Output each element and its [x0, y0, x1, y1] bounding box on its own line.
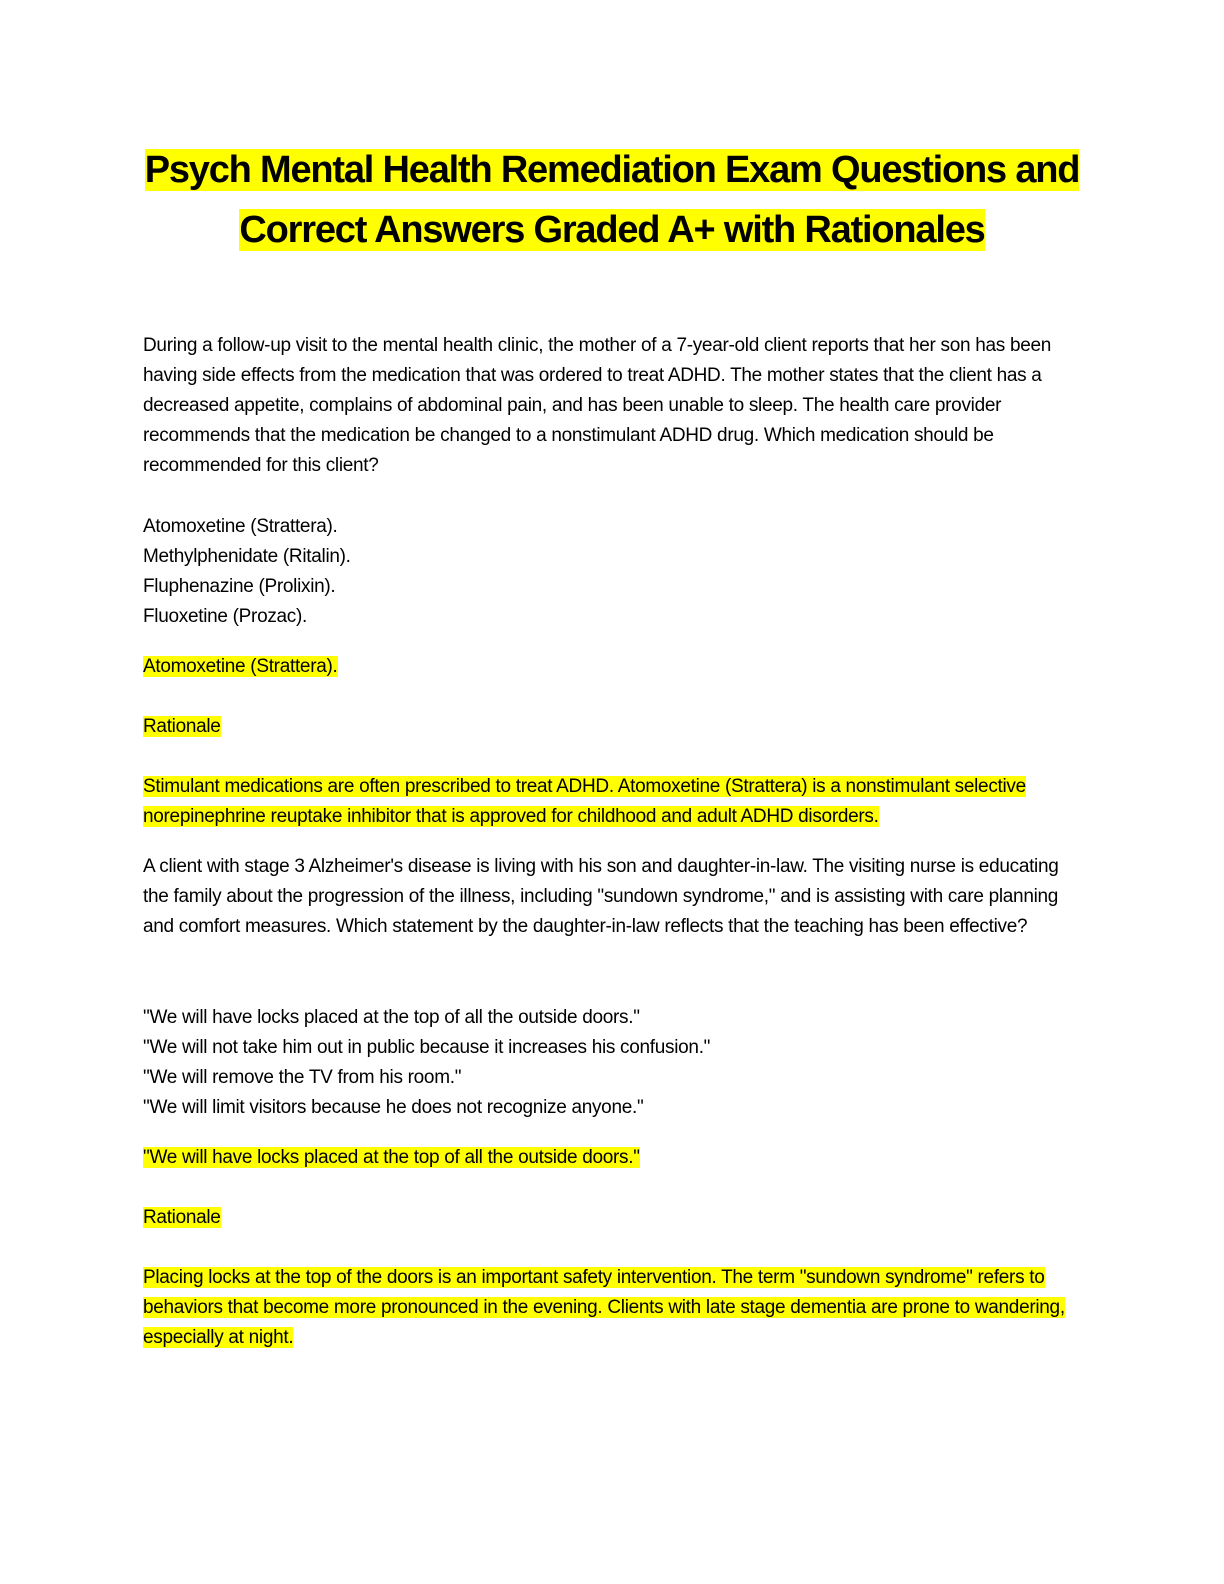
question-2-rationale: [143, 1263, 1083, 1353]
question-2-answer: [143, 1143, 1083, 1173]
question-1-prompt: During a follow-up visit to the mental health clinic, the mother of a 7-year-old client reports that her son has been having side effects from the medication that was ordered to treat ADHD. The mother states that the client has a decreased appetite, complains of abdominal pain, and has been unable to sleep. The health care provider recommends that the medication be changed to a nonstimulant ADHD drug. Which medication should be recommended for this client?: [143, 335, 1052, 476]
document-title: [120, 140, 1104, 260]
question-1-option-d: Fluoxetine (Prozac).: [143, 606, 308, 627]
question-2-option-b: "We will not take him out in public because it increases his confusion.": [143, 1037, 711, 1058]
question-1-options: [143, 512, 1083, 632]
question-2-prompt: A client with stage 3 Alzheimer's disease is living with his son and daughter-in-law. The visiting nurse is educating the family about the progression of the illness, including "sundown syndrome," and is assisting with care planning and comfort measures. Which statement by the daughter-in-law reflects that the teaching has been effective?: [143, 856, 1059, 937]
question-1-option-a: Atomoxetine (Strattera).: [143, 516, 338, 537]
question-2-rationale-label-text: Rationale: [143, 1207, 221, 1228]
question-1-option-b: Methylphenidate (Ritalin).: [143, 546, 351, 567]
question-1-rationale-label: [143, 712, 1083, 742]
question-2-answer-text: "We will have locks placed at the top of all the outside doors.": [143, 1147, 640, 1168]
question-1-rationale-label-text: Rationale: [143, 716, 221, 737]
question-1-answer-text: Atomoxetine (Strattera).: [143, 656, 338, 677]
question-2-option-a: "We will have locks placed at the top of all the outside doors.": [143, 1007, 640, 1028]
question-1-option-c: Fluphenazine (Prolixin).: [143, 576, 336, 597]
question-2-options: [143, 1003, 1083, 1123]
question-2-rationale-label: [143, 1203, 1083, 1233]
question-1-rationale: [143, 772, 1083, 832]
question-2-rationale-text: Placing locks at the top of the doors is an important safety intervention. The term "sundown syndrome" refers to behaviors that become more pronounced in the evening. Clients with late stage dementia are prone to wandering, especially at night.: [143, 1267, 1065, 1348]
question-1-rationale-text: Stimulant medications are often prescribed to treat ADHD. Atomoxetine (Strattera) is a nonstimulant selective norepinephrine reuptake inhibitor that is approved for childhood and adult ADHD disorders.: [143, 776, 1026, 827]
document-title-text: Psych Mental Health Remediation Exam Questions and Correct Answers Graded A+ with Rationales: [144, 149, 1080, 251]
question-2-option-c: "We will remove the TV from his room.": [143, 1067, 462, 1088]
question-1-answer: [143, 652, 1083, 682]
question-2-option-d: "We will limit visitors because he does not recognize anyone.": [143, 1097, 644, 1118]
